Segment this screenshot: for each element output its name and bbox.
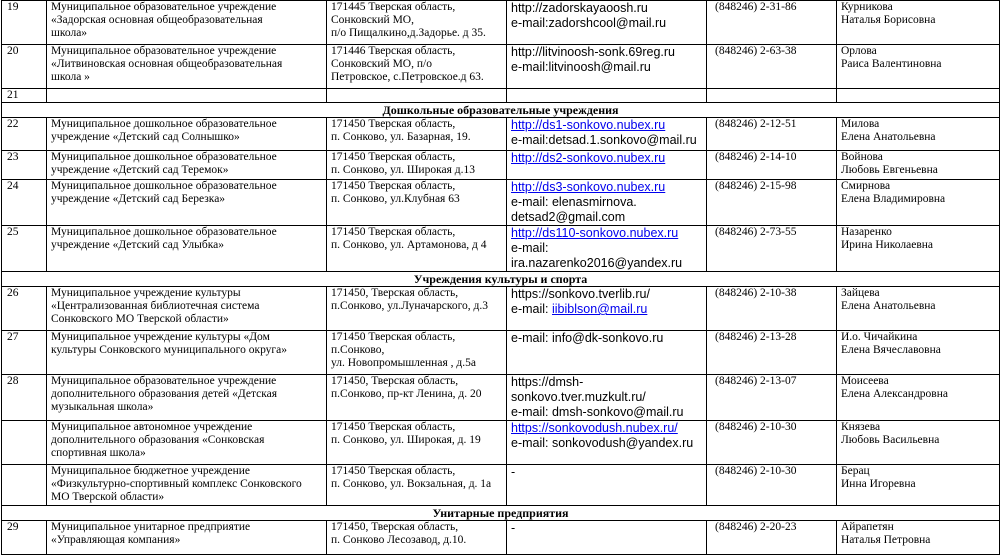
- phone-cell: (848246) 2-13-28: [707, 331, 837, 375]
- head-name-line: Раиса Валентиновна: [841, 58, 942, 70]
- head-name-line: Елена Вячеславовна: [841, 344, 941, 356]
- institution-name-cell: [47, 375, 327, 421]
- contact-line: [511, 60, 702, 75]
- address-line: п.Сонково,: [331, 344, 385, 356]
- head-name-line: Берац: [841, 465, 870, 477]
- institution-name-cell: [47, 287, 327, 331]
- address-line: п/о Пищалкино,д.Задорье. д 35.: [331, 27, 486, 39]
- table-row: [2, 118, 1000, 151]
- head-name-cell: [837, 180, 1000, 226]
- institution-name-line: Муниципальное автономное учреждение: [51, 421, 253, 433]
- institution-name-cell: [47, 331, 327, 375]
- table-row: [2, 180, 1000, 226]
- contact-line: [511, 405, 702, 420]
- contacts-cell: [507, 151, 707, 180]
- row-number: 27: [2, 331, 47, 375]
- row-number: [2, 421, 47, 465]
- head-name-cell: [837, 521, 1000, 555]
- head-name-line: Зайцева: [841, 287, 880, 299]
- institution-name-cell: [47, 180, 327, 226]
- contacts-cell: [507, 1, 707, 45]
- institution-name-line: музыкальная школа»: [51, 401, 154, 413]
- contact-line: [511, 521, 702, 536]
- contact-text: e-mail:zadorshcool@mail.ru: [511, 16, 667, 30]
- head-name-line: Моисеева: [841, 375, 889, 387]
- address-line: 171450, Тверская область,: [331, 521, 459, 533]
- institution-name-line: культуры Сонковского муниципального округа»: [51, 344, 287, 356]
- address-cell: [327, 151, 507, 180]
- section-header-row: [2, 272, 1000, 287]
- contact-line: [511, 241, 702, 256]
- head-name-cell: [837, 151, 1000, 180]
- institution-name-cell: [47, 521, 327, 555]
- contacts-cell: [507, 180, 707, 226]
- institution-name-line: учреждение «Детский сад Улыбка»: [51, 239, 224, 251]
- contacts-cell: [507, 331, 707, 375]
- address-line: п. Сонково, ул.Клубная 63: [331, 193, 460, 205]
- institution-name-line: Муниципальное образовательное учреждение: [51, 375, 277, 387]
- contact-text: http://zadorskayaoosh.ru: [511, 1, 648, 15]
- head-name-line: Елена Анатольевна: [841, 300, 936, 312]
- institution-name-line: Муниципальное дошкольное образовательное: [51, 180, 277, 192]
- institution-name-line: дополнительного образования детей «Детская: [51, 388, 278, 400]
- phone-cell: (848246) 2-12-51: [707, 118, 837, 151]
- phone-cell: (848246) 2-20-23: [707, 521, 837, 555]
- contact-line: [511, 195, 702, 210]
- address-line: п.Сонково, пр-кт Ленина, д. 20: [331, 388, 482, 400]
- institution-name-line: дополнительного образования «Сонковская: [51, 434, 265, 446]
- contacts-cell: [507, 421, 707, 465]
- address-cell: [327, 287, 507, 331]
- address-cell: [327, 118, 507, 151]
- section-header-row: [2, 506, 1000, 521]
- head-name-line: И.о. Чичайкина: [841, 331, 918, 343]
- table-row: [2, 1, 1000, 45]
- row-number: 25: [2, 226, 47, 272]
- address-line: Сонковский МО,: [331, 14, 414, 26]
- table-row: [2, 89, 1000, 103]
- table-row: [2, 287, 1000, 331]
- phone-cell: (848246) 2-10-30: [707, 465, 837, 506]
- institution-name-line: Муниципальное учреждение культуры: [51, 287, 241, 299]
- institution-name-line: «Управляющая компания»: [51, 534, 181, 546]
- contact-line: [511, 16, 702, 31]
- institution-name-line: Муниципальное дошкольное образовательное: [51, 151, 277, 163]
- contact-line: [511, 1, 702, 16]
- table-row: [2, 421, 1000, 465]
- contact-link[interactable]: http://ds3-sonkovo.nubex.ru: [511, 180, 666, 194]
- row-number: 24: [2, 180, 47, 226]
- address-cell: [327, 465, 507, 506]
- section-title: Учреждения культуры и спорта: [2, 272, 1000, 287]
- address-cell: [327, 1, 507, 45]
- table-row: [2, 521, 1000, 555]
- head-name-cell: [837, 465, 1000, 506]
- phone-cell: (848246) 2-63-38: [707, 45, 837, 89]
- table-row: [2, 45, 1000, 89]
- institution-name-line: учреждение «Детский сад Солнышко»: [51, 131, 240, 143]
- contacts-cell: [507, 465, 707, 506]
- contact-line[interactable]: [511, 151, 702, 166]
- address-cell: [327, 421, 507, 465]
- contact-line[interactable]: [511, 180, 702, 195]
- contact-link[interactable]: https://sonkovodush.nubex.ru/: [511, 421, 678, 435]
- contact-text: -: [511, 521, 516, 535]
- institution-name-line: «Физкультурно-спортивный комплекс Сонковского: [51, 478, 302, 490]
- contact-line[interactable]: [511, 421, 702, 436]
- institution-name-line: «Задорская основная общеобразовательная: [51, 14, 263, 26]
- head-name-cell: [837, 1, 1000, 45]
- address-line: 171450 Тверская область,: [331, 226, 456, 238]
- phone-cell: (848246) 2-73-55: [707, 226, 837, 272]
- address-line: 171450 Тверская область,: [331, 180, 456, 192]
- contacts-cell: [507, 118, 707, 151]
- row-number: 26: [2, 287, 47, 331]
- contact-line: [511, 287, 702, 302]
- head-name-cell: [837, 45, 1000, 89]
- contacts-cell: [507, 521, 707, 555]
- address-line: 171450 Тверская область,: [331, 465, 456, 477]
- contact-text: ira.nazarenko2016@yandex.ru: [511, 256, 683, 270]
- contact-line: [511, 45, 702, 60]
- contact-line: [511, 133, 702, 148]
- institution-name-cell: [47, 118, 327, 151]
- head-name-line: Князева: [841, 421, 881, 433]
- contact-text: http://litvinoosh-sonk.69reg.ru: [511, 45, 675, 59]
- row-number: 23: [2, 151, 47, 180]
- phone-cell: [707, 89, 837, 103]
- contacts-cell: [507, 45, 707, 89]
- head-name-line: Наталья Петровна: [841, 534, 931, 546]
- table-row: [2, 226, 1000, 272]
- contact-line: [511, 210, 702, 225]
- institution-name-line: «Централизованная библиотечная система: [51, 300, 260, 312]
- head-name-cell: [837, 331, 1000, 375]
- contact-line[interactable]: [511, 302, 702, 317]
- section-title: Дошкольные образовательные учреждения: [2, 103, 1000, 118]
- institutions-table: [1, 0, 1000, 555]
- head-name-line: Елена Александровна: [841, 388, 948, 400]
- section-header-row: [2, 103, 1000, 118]
- address-line: 171450 Тверская область,: [331, 421, 456, 433]
- head-name-line: Любовь Евгеньевна: [841, 164, 938, 176]
- institution-name-cell: [47, 465, 327, 506]
- contact-line: [511, 331, 702, 346]
- phone-cell: (848246) 2-13-07: [707, 375, 837, 421]
- section-title: Унитарные предприятия: [2, 506, 1000, 521]
- contacts-cell: [507, 375, 707, 421]
- contact-link[interactable]: iibiblson@mail.ru: [551, 302, 648, 316]
- institution-name-cell: [47, 226, 327, 272]
- table-row: [2, 465, 1000, 506]
- address-line: Сонковский МО, п/о: [331, 58, 432, 70]
- address-line: 171446 Тверская область,: [331, 45, 456, 57]
- address-line: 171450 Тверская область,: [331, 118, 456, 130]
- institution-name-line: учреждение «Детский сад Березка»: [51, 193, 226, 205]
- institution-name-cell: [47, 151, 327, 180]
- phone-cell: (848246) 2-10-38: [707, 287, 837, 331]
- address-cell: [327, 375, 507, 421]
- contact-link[interactable]: http://ds110-sonkovo.nubex.ru: [511, 226, 679, 240]
- address-line: п. Сонково, ул. Артамонова, д 4: [331, 239, 487, 251]
- head-name-line: Назаренко: [841, 226, 892, 238]
- row-number: 22: [2, 118, 47, 151]
- contact-line[interactable]: [511, 118, 702, 133]
- head-name-line: Елена Анатольевна: [841, 131, 936, 143]
- address-line: 171445 Тверская область,: [331, 1, 456, 13]
- contact-text: e-mail:detsad.1.sonkovo@mail.ru: [511, 133, 697, 147]
- contact-text: detsad2@gmail.com: [511, 210, 626, 224]
- address-line: 171450, Тверская область,: [331, 375, 459, 387]
- table-row: [2, 331, 1000, 375]
- contacts-cell: [507, 287, 707, 331]
- address-line: 171450 Тверская область,: [331, 331, 456, 343]
- contact-text: e-mail:litvinoosh@mail.ru: [511, 60, 651, 74]
- address-cell: [327, 226, 507, 272]
- contact-line: [511, 436, 702, 451]
- institution-name-cell: [47, 421, 327, 465]
- row-number: 29: [2, 521, 47, 555]
- institution-name-line: учреждение «Детский сад Теремок»: [51, 164, 229, 176]
- institution-name-line: Муниципальное унитарное предприятие: [51, 521, 251, 533]
- table-body: [2, 1, 1000, 555]
- table-row: [2, 375, 1000, 421]
- contact-text: e-mail: sonkovodush@yandex.ru: [511, 436, 694, 450]
- row-number: 28: [2, 375, 47, 421]
- address-cell: [327, 180, 507, 226]
- contact-line: [511, 465, 702, 480]
- institution-name-line: «Литвиновская основная общеобразовательная: [51, 58, 283, 70]
- address-line: п. Сонково, ул. Базарная, 19.: [331, 131, 471, 143]
- phone-cell: (848246) 2-14-10: [707, 151, 837, 180]
- institution-name-line: Муниципальное дошкольное образовательное: [51, 226, 277, 238]
- contact-text: e-mail:: [511, 241, 549, 255]
- row-number: [2, 465, 47, 506]
- head-name-line: Елена Владимировна: [841, 193, 946, 205]
- institution-name-line: Сонковского МО Тверской области»: [51, 313, 229, 325]
- institution-name-line: школа »: [51, 71, 90, 83]
- address-cell: [327, 89, 507, 103]
- contact-text: https://sonkovo.tverlib.ru/: [511, 287, 650, 301]
- address-line: Петровское, с.Петровское.д 63.: [331, 71, 484, 83]
- contact-text: e-mail: info@dk-sonkovo.ru: [511, 331, 664, 345]
- contact-link[interactable]: http://ds1-sonkovo.nubex.ru: [511, 118, 666, 132]
- head-name-line: Наталья Борисовна: [841, 14, 936, 26]
- institution-name-line: Муниципальное образовательное учреждение: [51, 1, 277, 13]
- head-name-cell: [837, 287, 1000, 331]
- contact-line: [511, 375, 702, 390]
- row-number: 20: [2, 45, 47, 89]
- address-cell: [327, 45, 507, 89]
- address-cell: [327, 521, 507, 555]
- head-name-line: Курникова: [841, 1, 893, 13]
- contact-prefix: e-mail:: [511, 302, 552, 316]
- institution-name-line: Муниципальное образовательное учреждение: [51, 45, 277, 57]
- head-name-cell: [837, 226, 1000, 272]
- institution-name-cell: [47, 1, 327, 45]
- institution-name-line: спортивная школа»: [51, 447, 146, 459]
- institution-name-line: МО Тверской области»: [51, 491, 165, 503]
- phone-cell: (848246) 2-15-98: [707, 180, 837, 226]
- institution-name-line: школа»: [51, 27, 88, 39]
- row-number: 19: [2, 1, 47, 45]
- contact-text: e-mail: elenasmirnova.: [511, 195, 637, 209]
- contact-line: [511, 256, 702, 271]
- address-line: 171450 Тверская область,: [331, 151, 456, 163]
- address-line: 171450, Тверская область,: [331, 287, 459, 299]
- head-name-line: Любовь Васильевна: [841, 434, 940, 446]
- head-name-cell: [837, 421, 1000, 465]
- address-line: п. Сонково, ул. Вокзальная, д. 1а: [331, 478, 492, 490]
- institution-name-cell: [47, 89, 327, 103]
- table-row: [2, 151, 1000, 180]
- contact-text: sonkovo.tver.muzkult.ru/: [511, 390, 646, 404]
- row-number: 21: [2, 89, 47, 103]
- head-name-line: Ирина Николаевна: [841, 239, 934, 251]
- address-line: п. Сонково, ул. Широкая д.13: [331, 164, 475, 176]
- head-name-line: Орлова: [841, 45, 877, 57]
- address-line: п. Сонково, ул. Широкая, д. 19: [331, 434, 481, 446]
- phone-cell: (848246) 2-10-30: [707, 421, 837, 465]
- head-name-cell: [837, 89, 1000, 103]
- head-name-cell: [837, 375, 1000, 421]
- address-line: п. Сонково Лесозавод, д.10.: [331, 534, 467, 546]
- head-name-line: Айрапетян: [841, 521, 894, 533]
- phone-cell: (848246) 2-31-86: [707, 1, 837, 45]
- contact-line[interactable]: [511, 226, 702, 241]
- head-name-cell: [837, 118, 1000, 151]
- head-name-line: Смирнова: [841, 180, 891, 192]
- contact-link[interactable]: http://ds2-sonkovo.nubex.ru: [511, 151, 666, 165]
- address-line: п.Сонково, ул.Луначарского, д.3: [331, 300, 489, 312]
- contact-text: https://dmsh-: [511, 375, 584, 389]
- institution-name-line: Муниципальное бюджетное учреждение: [51, 465, 251, 477]
- institution-name-cell: [47, 45, 327, 89]
- contact-text: e-mail: dmsh-sonkovo@mail.ru: [511, 405, 684, 419]
- head-name-line: Милова: [841, 118, 880, 130]
- head-name-line: Инна Игоревна: [841, 478, 916, 490]
- contacts-cell: [507, 89, 707, 103]
- institution-name-line: Муниципальное учреждение культуры «Дом: [51, 331, 270, 343]
- contact-text: -: [511, 465, 516, 479]
- head-name-line: Войнова: [841, 151, 883, 163]
- address-cell: [327, 331, 507, 375]
- institution-name-line: Муниципальное дошкольное образовательное: [51, 118, 277, 130]
- contacts-cell: [507, 226, 707, 272]
- contact-line: [511, 390, 702, 405]
- address-line: ул. Новопромышленная , д.5а: [331, 357, 476, 369]
